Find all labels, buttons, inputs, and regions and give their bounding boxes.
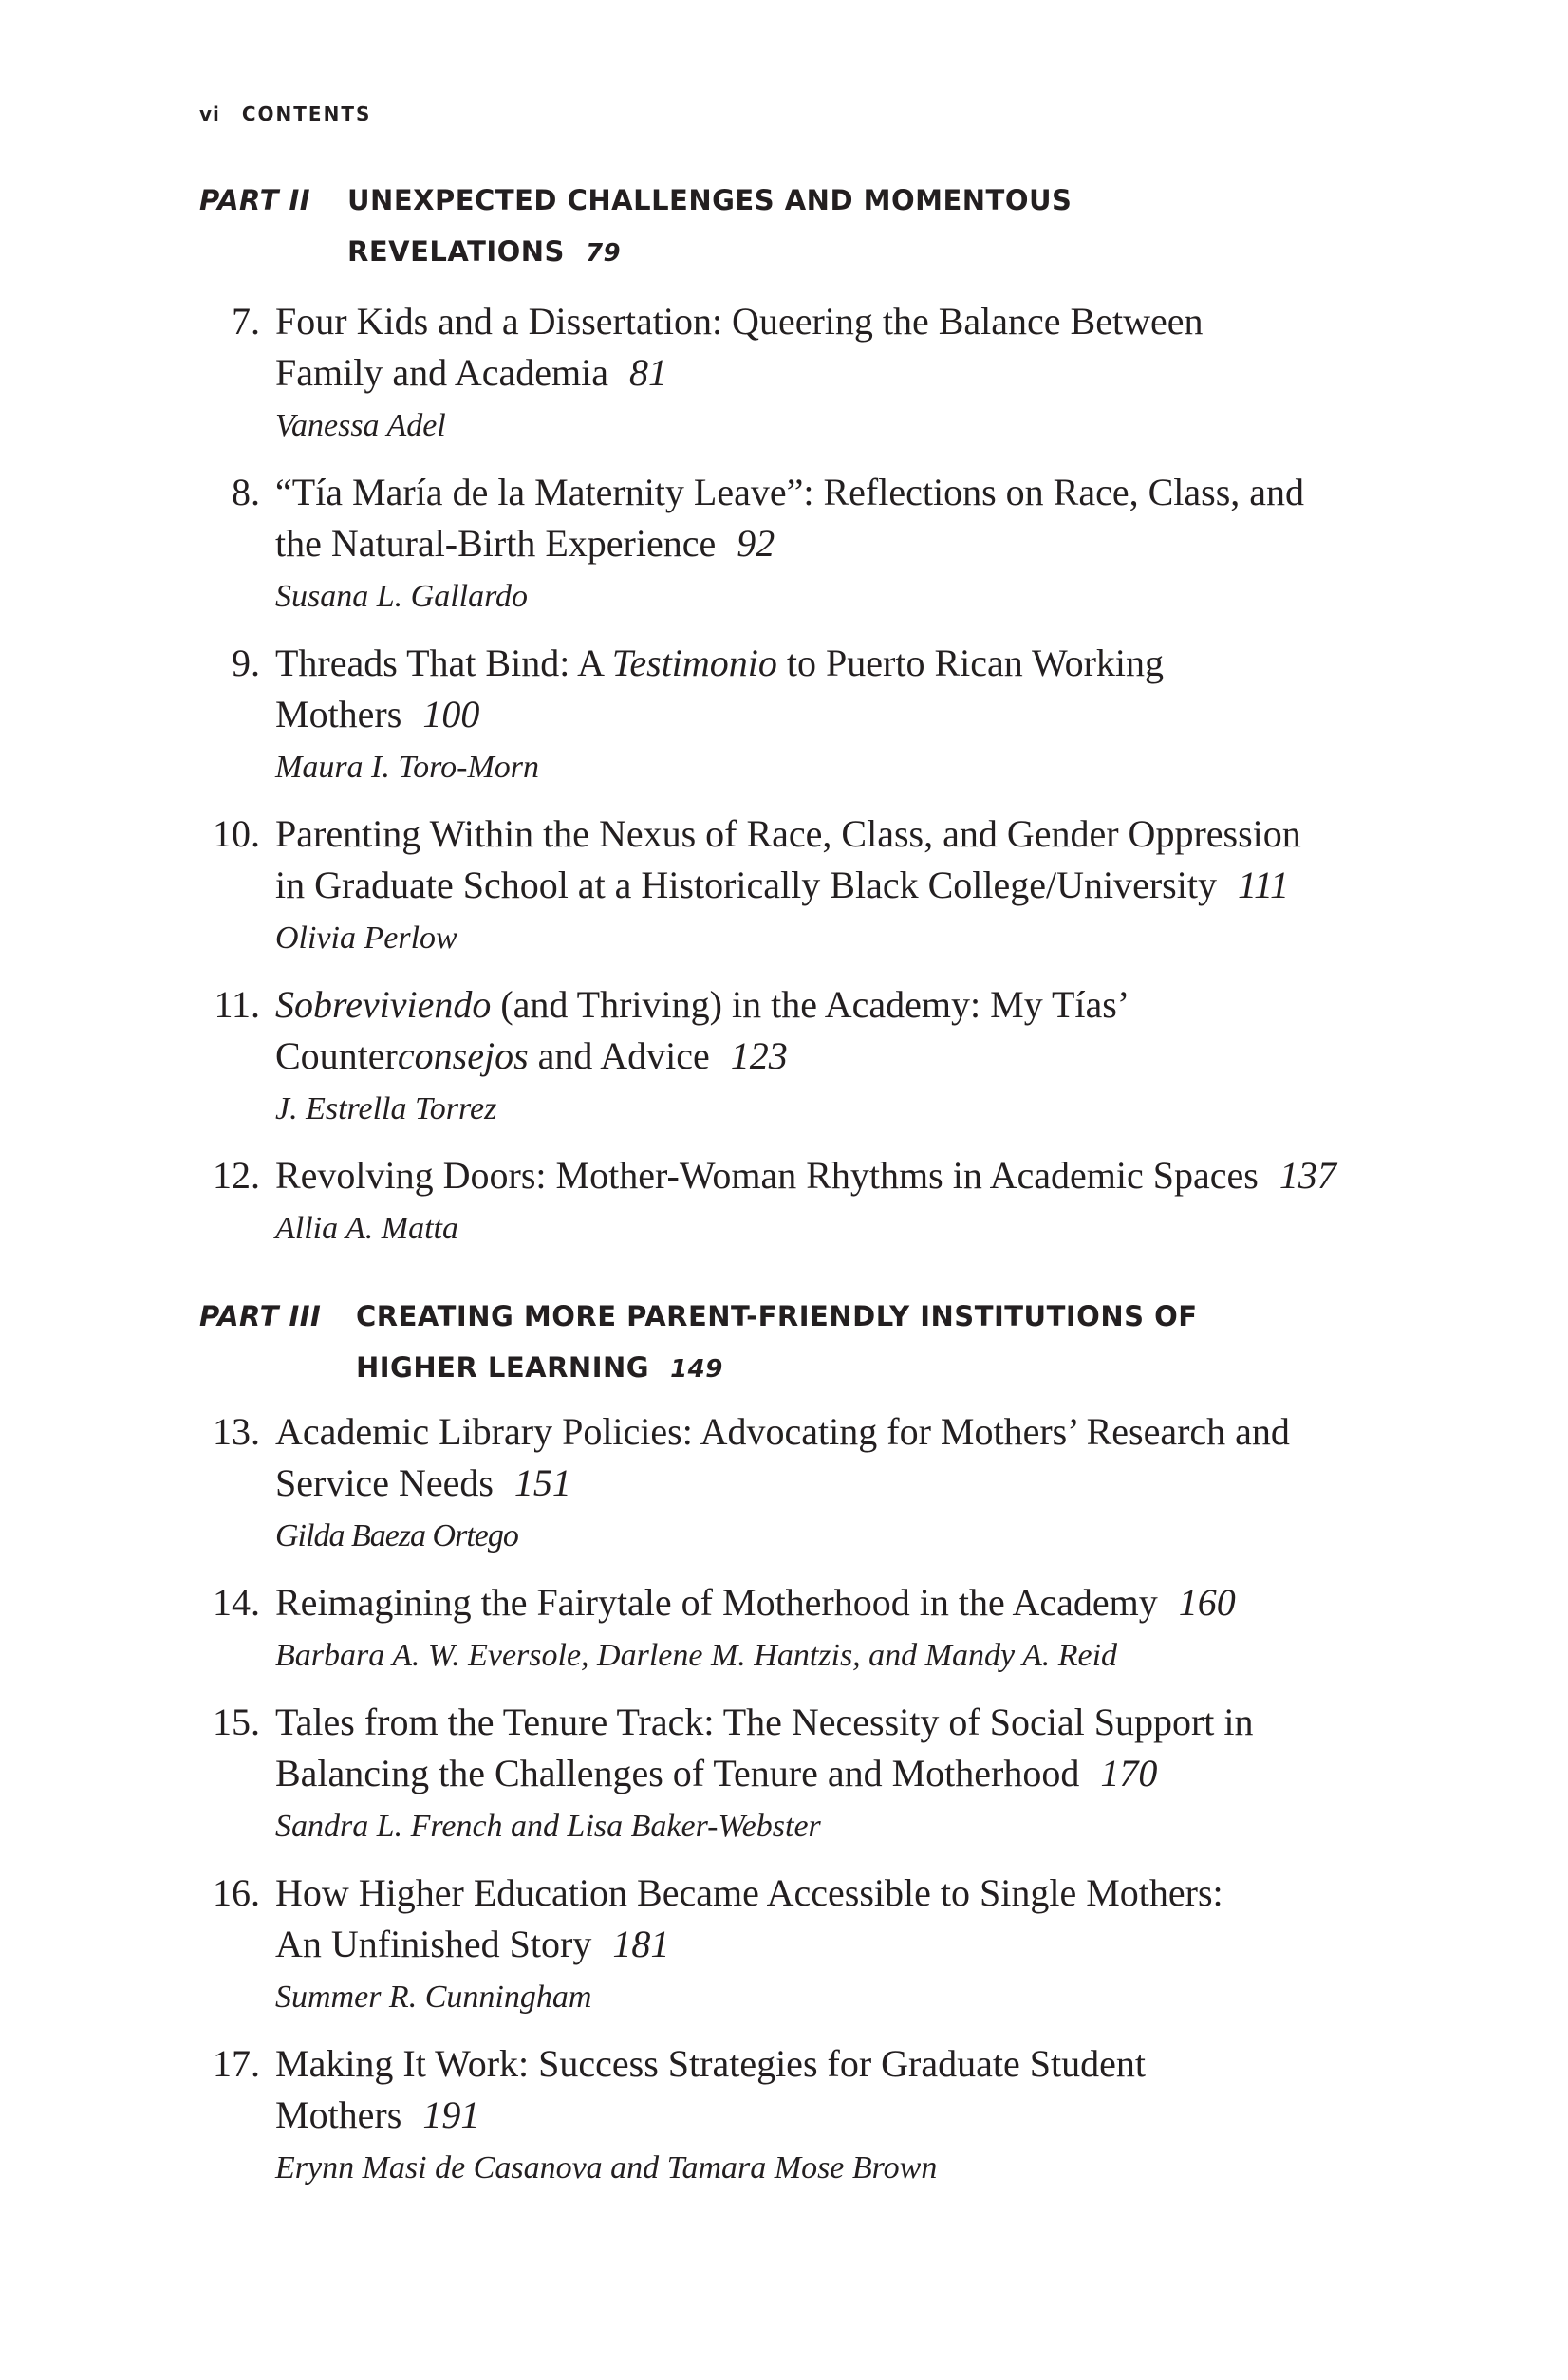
chapter-number: 9. (232, 641, 260, 684)
title-line: in Graduate School at a Historically Black College/University (275, 864, 1217, 906)
title-line: Four Kids and a Dissertation: Queering the Balance Between (275, 300, 1204, 343)
chapter-title (275, 638, 1367, 740)
chapter-number: 13. (213, 1410, 260, 1453)
page-number: 191 (422, 2093, 480, 2136)
page-number: 137 (1279, 1154, 1336, 1197)
chapter-title (275, 1697, 1367, 1799)
part-title (347, 175, 1072, 279)
title-text: (and Thriving) in the Academy: My Tías’ (491, 983, 1130, 1026)
chapter-author: Vanessa Adel (275, 408, 446, 443)
part-heading (199, 1291, 1386, 1395)
chapter-title (275, 979, 1367, 1082)
page-folio: vi (199, 102, 220, 125)
page-number: 181 (612, 1923, 670, 1965)
title-line: How Higher Education Became Accessible to Single Mothers: (275, 1871, 1223, 1914)
title-line: “Tía María de la Maternity Leave”: Reflections on Race, Class, and (275, 471, 1305, 513)
chapter-author: Allia A. Matta (275, 1211, 458, 1246)
page-number: 100 (422, 693, 480, 735)
chapter-author: Maura I. Toro-Morn (275, 750, 540, 785)
part-title-line: REVELATIONS (347, 235, 565, 268)
page-number: 79 (585, 239, 622, 268)
part-label: PART II (199, 184, 311, 216)
part-title-line: HIGHER LEARNING (356, 1351, 650, 1384)
chapter-number: 12. (213, 1154, 260, 1197)
title-text: Threads That Bind: A (275, 641, 612, 684)
page-number: 160 (1178, 1581, 1236, 1624)
chapter-title (275, 1868, 1367, 1970)
title-line: Mothers (275, 2093, 402, 2136)
part-heading (199, 175, 1386, 279)
chapter-number: 8. (232, 471, 260, 513)
title-line: Parenting Within the Nexus of Race, Class, and Gender Oppression (275, 812, 1301, 855)
title-emphasis: consejos (397, 1034, 529, 1077)
running-head-label: CONTENTS (241, 102, 372, 125)
title-line: Family and Academia (275, 351, 609, 394)
title-line: Service Needs (275, 1461, 494, 1504)
title-line: Revolving Doors: Mother-Woman Rhythms in Academic Spaces (275, 1154, 1259, 1197)
chapter-author: Gilda Baeza Ortego (275, 1518, 518, 1553)
chapter-title (275, 809, 1367, 911)
title-line: Balancing the Challenges of Tenure and Motherhood (275, 1752, 1080, 1794)
chapter-number: 17. (213, 2042, 260, 2085)
chapter-title (275, 1150, 1367, 1201)
chapter-author: Susana L. Gallardo (275, 579, 529, 614)
page-number: 111 (1237, 864, 1290, 906)
chapter-title (275, 467, 1367, 569)
chapter-number: 16. (213, 1871, 260, 1914)
part-title (356, 1291, 1198, 1395)
chapter-author: Barbara A. W. Eversole, Darlene M. Hantzis, and Mandy A. Reid (275, 1638, 1118, 1673)
title-line (275, 1031, 1367, 1082)
title-line: Mothers (275, 693, 402, 735)
running-head (199, 102, 371, 125)
title-line (275, 979, 1367, 1031)
chapter-author: Sandra L. French and Lisa Baker-Webster (275, 1809, 821, 1844)
chapter-number: 10. (213, 812, 260, 855)
chapter-number: 11. (214, 983, 260, 1026)
page-number: 151 (513, 1461, 571, 1504)
title-line: Tales from the Tenure Track: The Necessity of Social Support in (275, 1701, 1254, 1743)
chapter-author: Summer R. Cunningham (275, 1980, 592, 2015)
title-line: Making It Work: Success Strategies for Graduate Student (275, 2042, 1146, 2085)
title-line: Reimagining the Fairytale of Motherhood in the Academy (275, 1581, 1158, 1624)
title-emphasis: Sobreviviendo (275, 983, 492, 1026)
chapter-number: 7. (232, 300, 260, 343)
title-text: and Advice (528, 1034, 710, 1077)
page-number: 92 (737, 522, 775, 565)
title-line: An Unfinished Story (275, 1923, 592, 1965)
chapter-title (275, 2038, 1367, 2141)
part-title-line: CREATING MORE PARENT-FRIENDLY INSTITUTIONS OF (356, 1300, 1198, 1332)
title-text: Counter (275, 1034, 398, 1077)
page-number: 123 (730, 1034, 788, 1077)
chapter-author: Erynn Masi de Casanova and Tamara Mose Brown (275, 2150, 938, 2185)
chapter-title (275, 1406, 1367, 1509)
page-number: 149 (670, 1355, 723, 1384)
chapter-author: J. Estrella Torrez (275, 1091, 497, 1126)
title-line: Academic Library Policies: Advocating for Mothers’ Research and (275, 1410, 1290, 1453)
part-title-line: UNEXPECTED CHALLENGES AND MOMENTOUS (347, 184, 1073, 216)
title-text: to Puerto Rican Working (776, 641, 1165, 684)
chapter-title (275, 1577, 1367, 1628)
page-number: 170 (1100, 1752, 1158, 1794)
chapter-number: 14. (213, 1581, 260, 1624)
part-label: PART III (199, 1300, 322, 1332)
chapter-author: Olivia Perlow (275, 920, 457, 956)
chapter-title (275, 296, 1367, 399)
title-line (275, 638, 1367, 689)
title-line: the Natural-Birth Experience (275, 522, 717, 565)
title-emphasis: Testimonio (611, 641, 777, 684)
chapter-number: 15. (213, 1701, 260, 1743)
page-number: 81 (629, 351, 668, 394)
